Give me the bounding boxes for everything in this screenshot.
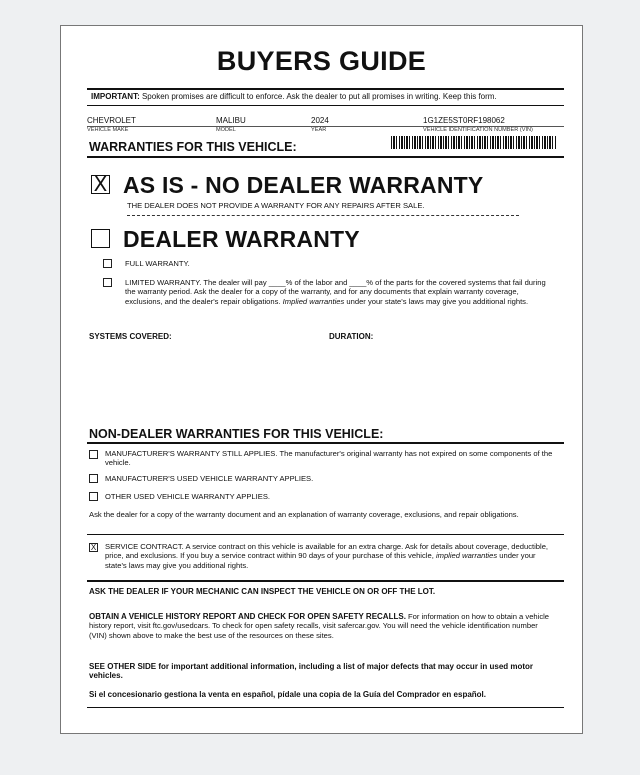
systems-covered-label: SYSTEMS COVERED: xyxy=(89,332,172,341)
ask-warranty-document-text: Ask the dealer for a copy of the warranty document and an explanation of warranty coverage, exclusions, and repair obligations. xyxy=(89,510,519,519)
divider xyxy=(87,442,564,444)
limited-implied-warranties: Implied warranties xyxy=(282,296,345,306)
buyers-guide-page xyxy=(60,25,583,734)
limited-warranty-body: LIMITED WARRANTY. The dealer will pay ____% of the labor and ____% of the parts for the covered systems that fail during the warranty period. Ask the dealer for a copy of the warranty, and for any documents that explain warranty coverage, exclusions, and the dealer's repair obligations. xyxy=(125,278,546,306)
divider xyxy=(87,580,564,582)
mechanic-inspection-notice: ASK THE DEALER IF YOUR MECHANIC CAN INSPECT THE VEHICLE ON OR OFF THE LOT. xyxy=(89,587,436,596)
important-label: IMPORTANT: xyxy=(91,92,140,101)
full-warranty-checkbox[interactable] xyxy=(103,259,112,268)
service-contract-checkbox[interactable]: X xyxy=(90,543,97,552)
see-other-side-notice: SEE OTHER SIDE for important additional information, including a list of major defects that may occur in used motor vehicles. xyxy=(89,662,534,681)
service-contract-end: under your state's laws may give you additional rights. xyxy=(105,551,536,570)
vehicle-vin-value: 1G1ZE5ST0RF198062 xyxy=(423,116,505,125)
other-warranty-text: OTHER USED VEHICLE WARRANTY APPLIES. xyxy=(105,492,270,501)
warranties-heading: WARRANTIES FOR THIS VEHICLE: xyxy=(89,140,297,154)
important-notice xyxy=(91,92,561,102)
vehicle-year-value: 2024 xyxy=(311,116,329,125)
important-text: Spoken promises are difficult to enforce. Ask the dealer to put all promises in writing. Keep this form. xyxy=(141,92,497,101)
vehicle-vin-label: VEHICLE IDENTIFICATION NUMBER (VIN) xyxy=(423,127,533,133)
vehicle-history-notice xyxy=(89,612,557,640)
non-dealer-heading: NON-DEALER WARRANTIES FOR THIS VEHICLE: xyxy=(89,427,384,441)
as-is-heading: AS IS - NO DEALER WARRANTY xyxy=(123,172,484,198)
limited-warranty-text xyxy=(125,278,553,306)
manufacturer-warranty-text: MANUFACTURER'S WARRANTY STILL APPLIES. The manufacturer's original warranty has not expired on some components of the vehicle. xyxy=(105,449,553,468)
divider xyxy=(87,88,564,90)
as-is-subtext: THE DEALER DOES NOT PROVIDE A WARRANTY FOR ANY REPAIRS AFTER SALE. xyxy=(127,201,425,210)
limited-warranty-checkbox[interactable] xyxy=(103,278,112,287)
used-vehicle-warranty-checkbox[interactable] xyxy=(89,474,98,483)
manufacturer-warranty-checkbox[interactable] xyxy=(89,450,98,459)
barcode xyxy=(391,136,557,149)
duration-label: DURATION: xyxy=(329,332,374,341)
vehicle-model-label: MODEL xyxy=(216,127,236,133)
vehicle-make-label: VEHICLE MAKE xyxy=(87,127,129,133)
page-title: BUYERS GUIDE xyxy=(216,46,427,76)
other-warranty-checkbox[interactable] xyxy=(89,492,98,501)
divider xyxy=(87,707,564,708)
spanish-notice: Si el concesionario gestiona la venta en español, pídale una copia de la Guía del Comprador en español. xyxy=(89,690,486,699)
dealer-warranty-heading: DEALER WARRANTY xyxy=(123,226,360,252)
vehicle-year-label: YEAR xyxy=(311,127,327,133)
dealer-warranty-checkbox[interactable] xyxy=(91,229,110,248)
divider xyxy=(87,156,564,158)
vehicle-history-body: For information on how to obtain a vehicle history report, visit ftc.gov/usedcars. To check for open safety recalls, visit safercar.gov. You will need the vehicle identification number (VIN) shown above to make the best use of the resources on these sites. xyxy=(89,612,550,640)
dashed-divider xyxy=(127,215,519,216)
as-is-checkbox[interactable]: X xyxy=(91,175,110,194)
divider xyxy=(87,534,564,535)
full-warranty-label: FULL WARRANTY. xyxy=(125,259,190,268)
limited-warranty-end: under your state's laws may give you additional rights. xyxy=(346,296,529,306)
vehicle-make-value: CHEVROLET xyxy=(87,116,136,125)
service-contract-body: SERVICE CONTRACT. A service contract on this vehicle is available for an extra charge. Ask for details about coverage, deductible, price, and exclusions. If you buy a service contract within 90 days of your purchase of this vehicle, xyxy=(105,542,549,561)
divider xyxy=(87,105,564,106)
service-implied-warranties: implied warranties xyxy=(435,551,498,561)
used-vehicle-warranty-text: MANUFACTURER'S USED VEHICLE WARRANTY APPLIES. xyxy=(105,474,314,483)
vehicle-history-heading: OBTAIN A VEHICLE HISTORY REPORT AND CHECK FOR OPEN SAFETY RECALLS. xyxy=(89,612,406,621)
service-contract-text xyxy=(105,542,557,570)
vehicle-model-value: MALIBU xyxy=(216,116,246,125)
